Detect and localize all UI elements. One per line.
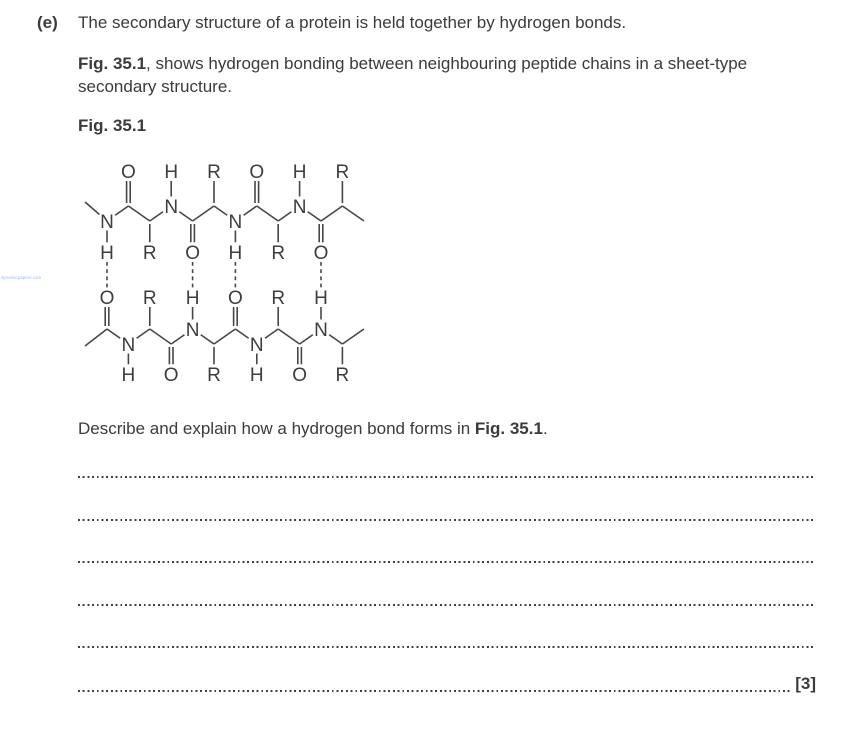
svg-text:H: H xyxy=(292,162,307,183)
question-part-e xyxy=(37,11,626,34)
svg-text:H: H xyxy=(164,162,179,183)
svg-text:O: O xyxy=(163,365,179,386)
svg-text:H: H xyxy=(185,288,200,309)
prompt-suffix: . xyxy=(542,419,548,438)
svg-text:N: N xyxy=(185,320,200,341)
svg-text:H: H xyxy=(228,243,243,264)
svg-text:R: R xyxy=(335,365,350,386)
svg-text:N: N xyxy=(121,335,136,356)
svg-text:H: H xyxy=(100,243,114,264)
figure-ref-bold: Fig. 35.1 xyxy=(78,54,147,73)
svg-text:N: N xyxy=(164,197,179,218)
svg-text:R: R xyxy=(142,288,157,309)
intro-text: The secondary structure of a protein is held together by hydrogen bonds. xyxy=(78,13,627,32)
svg-text:O: O xyxy=(121,162,136,183)
svg-text:N: N xyxy=(228,212,243,233)
svg-text:R: R xyxy=(271,288,286,309)
figure-intro-paragraph xyxy=(78,52,778,98)
answer-line-with-marks xyxy=(78,673,816,695)
answer-line xyxy=(78,646,816,648)
svg-text:R: R xyxy=(271,243,286,264)
svg-text:H: H xyxy=(121,365,136,386)
top-peptide-chain xyxy=(85,162,364,264)
figure-35-1-hydrogen-bond-diagram xyxy=(75,158,387,393)
svg-text:R: R xyxy=(207,365,221,386)
svg-text:O: O xyxy=(249,162,265,183)
answer-line xyxy=(78,476,816,478)
svg-text:H: H xyxy=(249,365,264,386)
prompt-figure-ref: Fig. 35.1 xyxy=(474,419,543,438)
svg-text:O: O xyxy=(313,243,329,264)
svg-text:O: O xyxy=(292,365,307,386)
svg-text:R: R xyxy=(207,162,221,183)
part-label: (e) xyxy=(37,13,58,32)
svg-text:O: O xyxy=(228,288,243,309)
svg-text:N: N xyxy=(249,335,264,356)
svg-text:N: N xyxy=(292,197,307,218)
hydrogen-bonds xyxy=(107,262,321,289)
marks-badge: [3] xyxy=(795,673,816,693)
svg-text:H: H xyxy=(314,288,328,309)
svg-text:R: R xyxy=(142,243,157,264)
watermark: dynamicpapers.com xyxy=(1,275,42,280)
bottom-peptide-chain xyxy=(85,288,364,386)
answer-line xyxy=(78,519,816,521)
svg-text:N: N xyxy=(100,212,114,233)
svg-text:O: O xyxy=(185,243,200,264)
figure-caption: Fig. 35.1 xyxy=(78,116,147,135)
figure-intro-rest: , shows hydrogen bonding between neighbouring peptide chains in a sheet-type secondary structure. xyxy=(78,54,748,96)
prompt-prefix: Describe and explain how a hydrogen bond forms in xyxy=(78,419,475,438)
svg-text:O: O xyxy=(99,288,115,309)
answer-line xyxy=(78,561,816,563)
answer-line xyxy=(78,604,816,606)
svg-text:R: R xyxy=(335,162,350,183)
question-prompt xyxy=(78,417,548,440)
svg-text:N: N xyxy=(314,320,328,341)
answer-line xyxy=(78,690,790,692)
